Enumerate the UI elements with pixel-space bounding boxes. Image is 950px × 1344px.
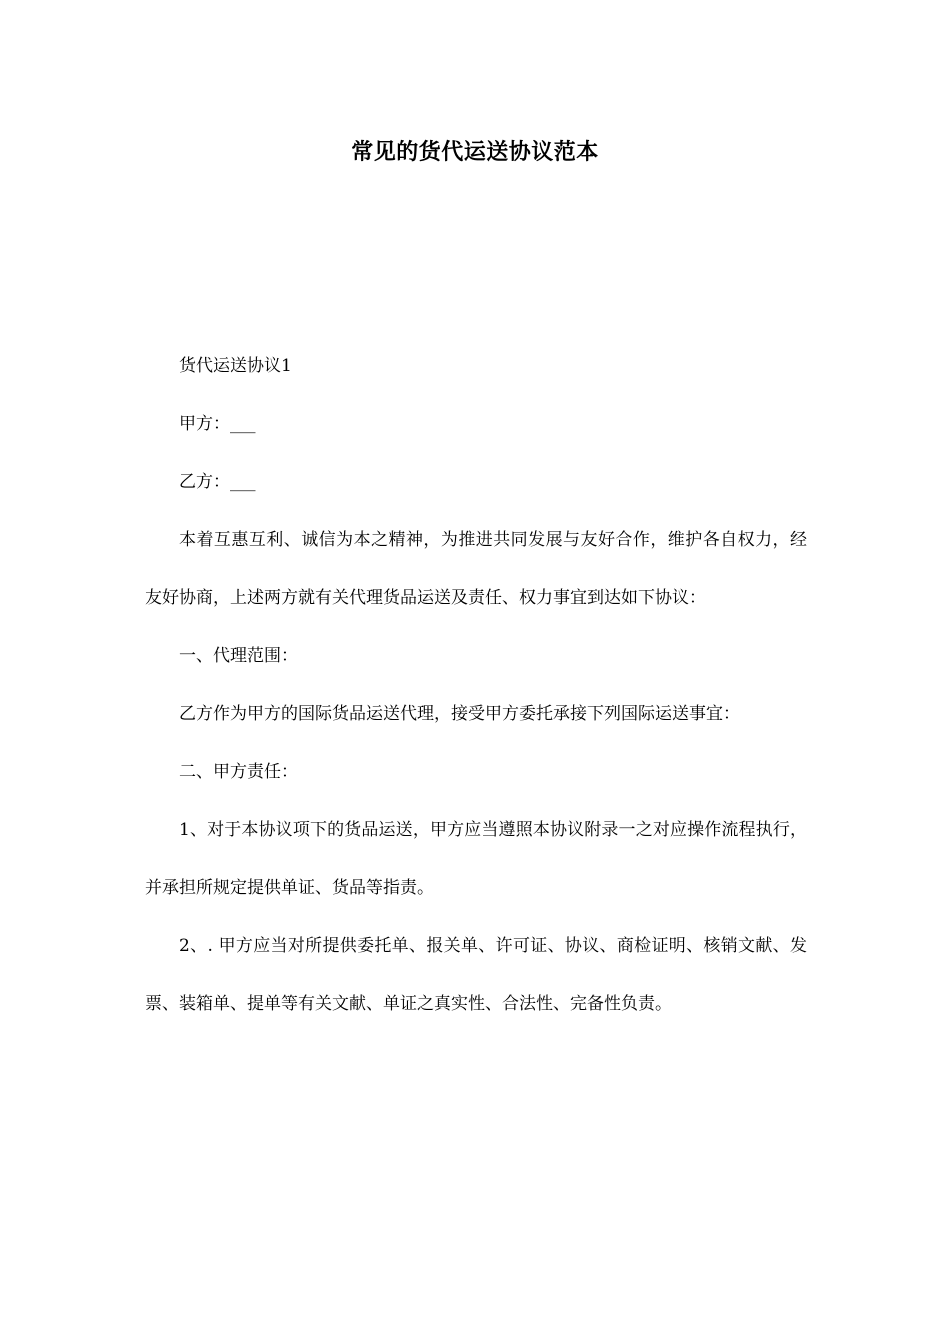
clause-1-paragraph: 1、对于本协议项下的货品运送，甲方应当遵照本协议附录一之对应操作流程执行，并承担所规定提供单证、货品等指责。: [145, 820, 807, 898]
scope-paragraph: 乙方作为甲方的国际货品运送代理，接受甲方委托承接下列国际运送事宜：: [179, 704, 740, 724]
document-title: 常见的货代运送协议范本: [351, 139, 599, 165]
party-a-line: 甲方：___: [179, 414, 256, 434]
section-heading-scope: 一、代理范围：: [179, 646, 298, 666]
clause-2-paragraph: 2、. 甲方应当对所提供委托单、报关单、许可证、协议、商检证明、核销文献、发票、装箱单、提单等有关文献、单证之真实性、合法性、完备性负责。: [145, 936, 807, 1014]
section-heading-party-a-duties: 二、甲方责任：: [179, 762, 298, 782]
preamble-paragraph: 本着互惠互利、诚信为本之精神，为推进共同发展与友好合作，维护各自权力，经友好协商，上述两方就有关代理货品运送及责任、权力事宜到达如下协议：: [145, 530, 807, 608]
agreement-heading: 货代运送协议1: [179, 356, 292, 376]
document-body: [145, 337, 807, 1033]
party-b-line: 乙方：___: [179, 472, 256, 492]
